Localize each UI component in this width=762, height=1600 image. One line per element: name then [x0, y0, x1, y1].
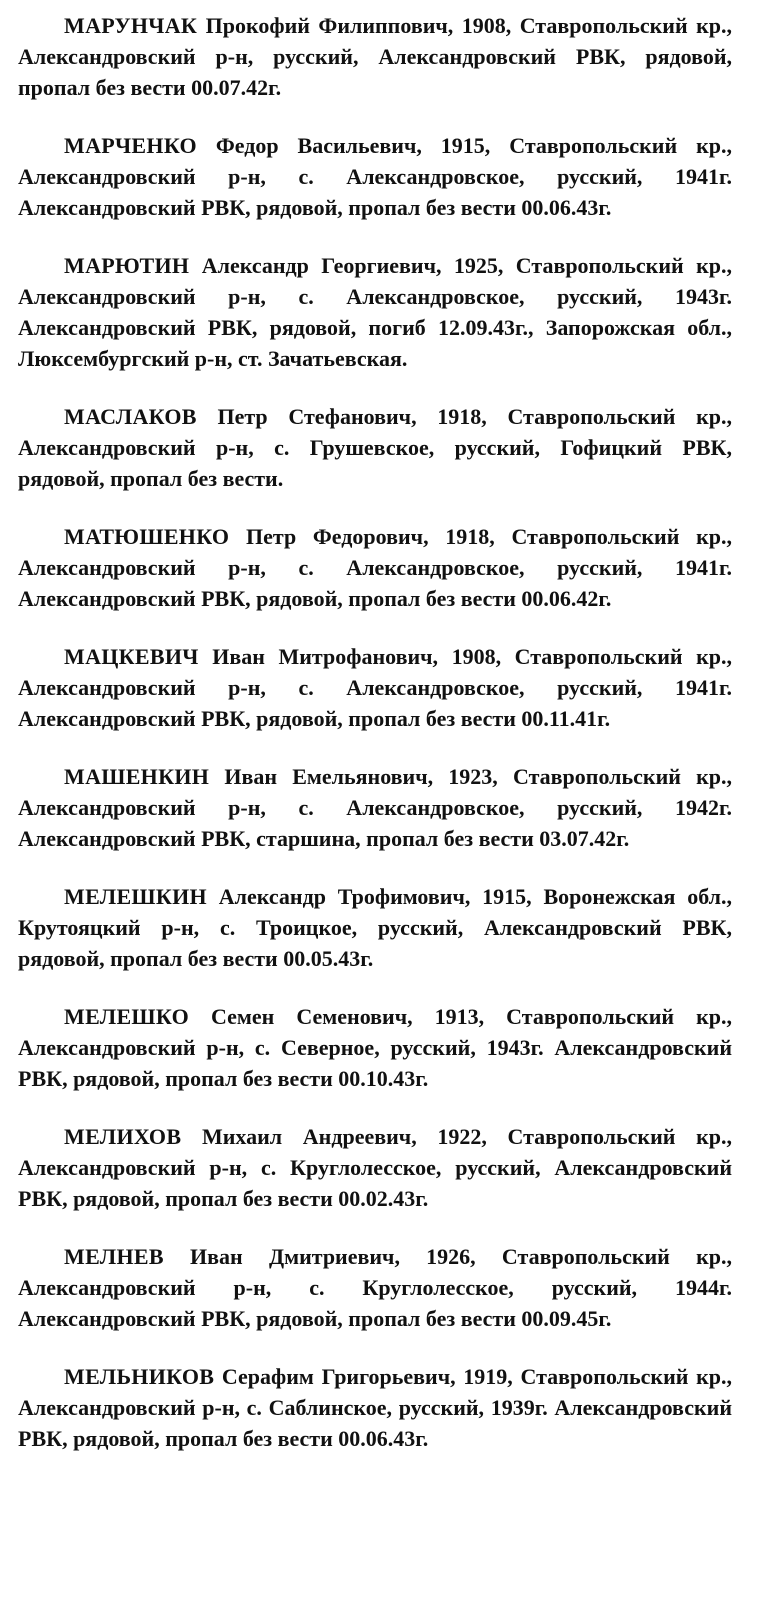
entry-details: Петр Федорович, 1918, Ставропольский кр., Александровский р-н, с. Александровское, русский, 1941г. Александровский РВК, рядовой, пропал без вести 00.06.42г.	[18, 524, 732, 611]
entry-details: Федор Васильевич, 1915, Ставропольский кр., Александровский р-н, с. Александровское, русский, 1941г. Александровский РВК, рядовой, пропал без вести 00.06.43г.	[18, 133, 732, 220]
entry-marunchak	[18, 10, 732, 103]
entry-mashenkin	[18, 761, 732, 854]
entry-surname: МАТЮШЕНКО	[64, 524, 230, 549]
entry-surname: МАРУНЧАК	[64, 13, 198, 38]
entry-details: Александр Георгиевич, 1925, Ставропольский кр., Александровский р-н, с. Александровское, русский, 1943г. Александровский РВК, рядовой, погиб 12.09.43г., Запорожская обл., Люксембургский р-н, ст. Зачатьевская.	[18, 253, 732, 371]
entry-details: Иван Емельянович, 1923, Ставропольский кр., Александровский р-н, с. Александровское, русский, 1942г. Александровский РВК, старшина, пропал без вести 03.07.42г.	[18, 764, 733, 851]
entry-surname: МЕЛЬНИКОВ	[64, 1364, 215, 1389]
entry-details: Серафим Григорьевич, 1919, Ставропольский кр., Александровский р-н, с. Саблинское, русский, 1939г. Александровский РВК, рядовой, пропал без вести 00.06.43г.	[18, 1364, 732, 1451]
entry-surname: МАРЧЕНКО	[64, 133, 197, 158]
entry-surname: МЕЛИХОВ	[64, 1124, 182, 1149]
entry-surname: МЕЛЕШКО	[64, 1004, 189, 1029]
entry-maslakov	[18, 401, 732, 494]
entry-meleshko	[18, 1001, 732, 1094]
entry-maryutin	[18, 250, 732, 374]
entry-matyushenko	[18, 521, 732, 614]
entry-details: Александр Трофимович, 1915, Воронежская обл., Крутояцкий р-н, с. Троицкое, русский, Александровский РВК, рядовой, пропал без вести 00.05.43г.	[18, 884, 732, 971]
entry-surname: МАЦКЕВИЧ	[64, 644, 199, 669]
entry-list	[18, 10, 732, 1454]
entry-matskevich	[18, 641, 732, 734]
entry-details: Иван Дмитриевич, 1926, Ставропольский кр., Александровский р-н, с. Круглолесское, русский, 1944г. Александровский РВК, рядовой, пропал без вести 00.09.45г.	[18, 1244, 732, 1331]
entry-surname: МАСЛАКОВ	[64, 404, 197, 429]
entry-marchenko	[18, 130, 732, 223]
entry-surname: МАШЕНКИН	[64, 764, 210, 789]
entry-melnikov	[18, 1361, 732, 1454]
entry-surname: МЕЛЕШКИН	[64, 884, 207, 909]
entry-melikhov	[18, 1121, 732, 1214]
entry-details: Михаил Андреевич, 1922, Ставропольский кр., Александровский р-н, с. Круглолесское, русский, Александровский РВК, рядовой, пропал без вести 00.02.43г.	[18, 1124, 733, 1211]
entry-melnev	[18, 1241, 732, 1334]
entry-details: Петр Стефанович, 1918, Ставропольский кр., Александровский р-н, с. Грушевское, русский, Гофицкий РВК, рядовой, пропал без вести.	[18, 404, 732, 491]
entry-details: Прокофий Филиппович, 1908, Ставропольский кр., Александровский р-н, русский, Александровский РВК, рядовой, пропал без вести 00.07.42г.	[18, 13, 732, 100]
entry-surname: МЕЛНЕВ	[64, 1244, 164, 1269]
entry-meleshkin	[18, 881, 732, 974]
entry-surname: МАРЮТИН	[64, 253, 190, 278]
entry-details: Семен Семенович, 1913, Ставропольский кр., Александровский р-н, с. Северное, русский, 1943г. Александровский РВК, рядовой, пропал без вести 00.10.43г.	[18, 1004, 733, 1091]
entry-details: Иван Митрофанович, 1908, Ставропольский кр., Александровский р-н, с. Александровское, русский, 1941г. Александровский РВК, рядовой, пропал без вести 00.11.41г.	[18, 644, 733, 731]
